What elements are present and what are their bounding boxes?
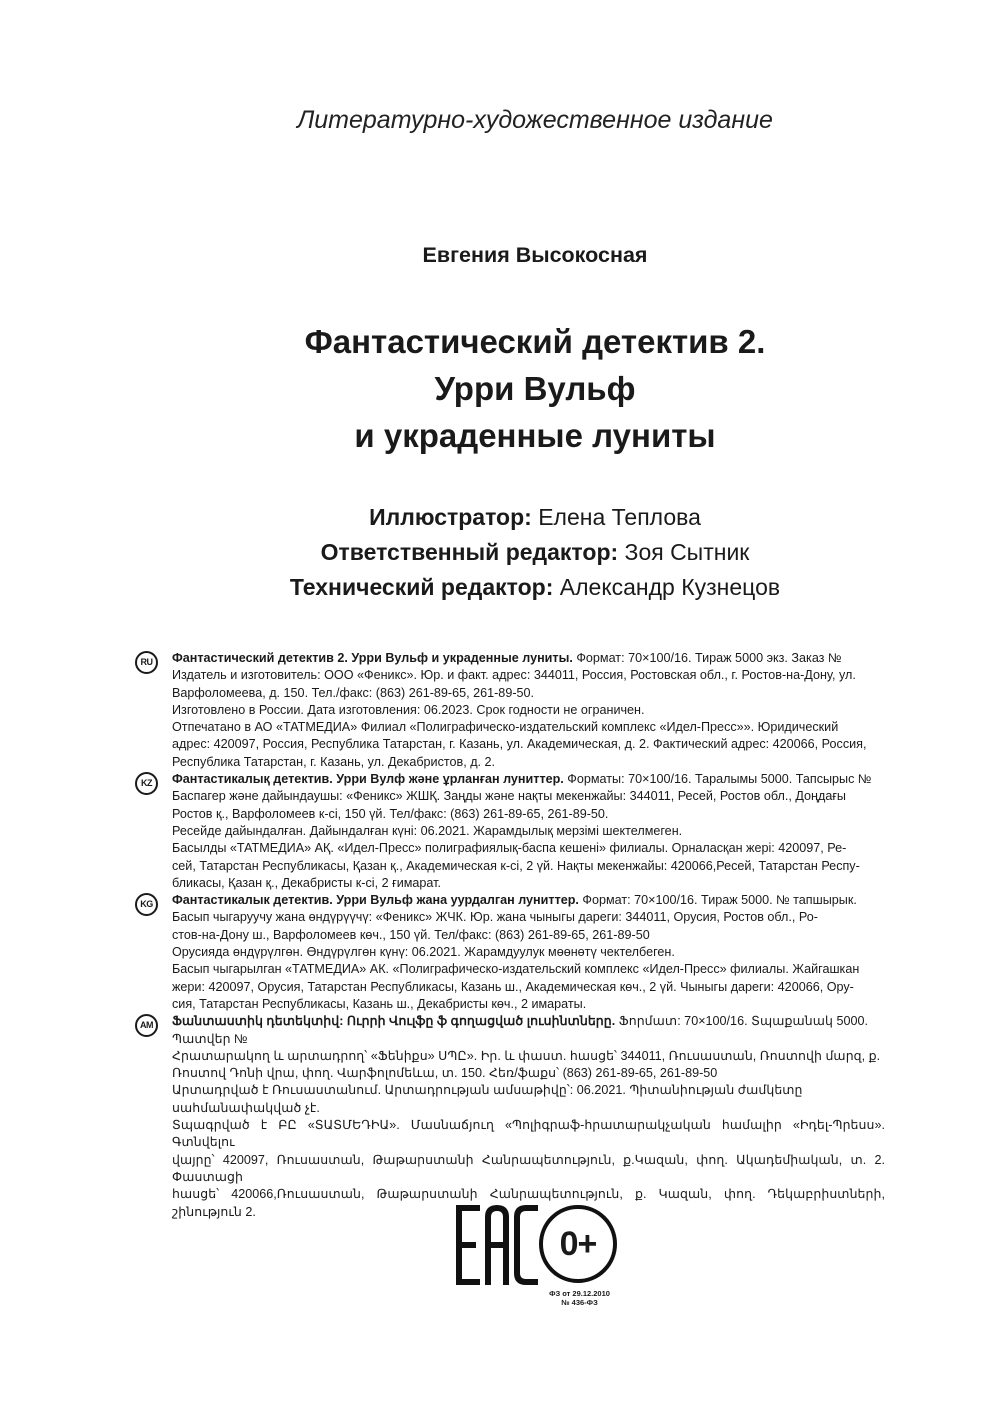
law-reference: ФЗ от 29.12.2010 № 436-ФЗ bbox=[549, 1289, 610, 1307]
imprint-line: Ресейде дайындалған. Дайындалған күні: 06.2021. Жарамдылық мерзімі шектелмеген. bbox=[172, 823, 683, 838]
imprint-block-kz bbox=[135, 771, 885, 892]
credit-role: Технический редактор: bbox=[289, 574, 554, 600]
imprint-line: Ֆանտաստիկ դետեկտիվ: Ուրրի Վուլֆը ֆ գողացված լուսինտները. Ֆորմատ: 70×100/16. Տպաքանակ 5000. bbox=[172, 1014, 869, 1029]
imprint-line: Фантастикалық детектив. Урри Вулф және ұрланған луниттер. Форматы: 70×100/16. Таралымы 5000. Тапсырыс № bbox=[172, 772, 872, 787]
imprint-line: սահմանափակված չէ. bbox=[172, 1100, 320, 1115]
credit-role: Ответственный редактор: bbox=[320, 539, 619, 565]
imprint-line: Баспагер және дайындаушы: «Феникс» ЖШҚ. Заңды және нақты мекенжайы: 344011, Ресей, Ростов обл., Доңдағы bbox=[172, 789, 846, 804]
imprint-line: Басылды «ТАТМЕДИА» АҚ. «Идел-Пресс» полиграфиялық-баспа кешені» филиалы. Орналасқан жері: 420097, Ре- bbox=[172, 841, 847, 856]
credit-role: Иллюстратор: bbox=[369, 504, 532, 530]
title-line: и украденные луниты bbox=[354, 417, 716, 454]
imprint-line: Басып чыгаруучу жана өндүрүүчү: «Феникс» ЖЧК. Юр. жана чыныгы дареги: 344011, Орусия, Ростов обл., Ро- bbox=[172, 910, 818, 925]
imprint-line: стов-на-Дону ш., Варфоломеев көч., 150 үй. Тел/факс: (863) 261-89-65, 261-89-50 bbox=[172, 927, 650, 942]
imprint-block-kg bbox=[135, 892, 885, 1013]
imprint-lead: Ֆանտաստիկ դետեկտիվ: Ուրրի Վուլֆը ֆ գողացված լուսինտները. bbox=[172, 1014, 616, 1029]
imprint-line: հասցե՝ 420066,Ռուսաստան, Թաթարստանի Հանրապետություն, ք. Կազան, փող. Դեկաբրիստների, շինություն 2. bbox=[172, 1187, 885, 1219]
credit-name: Александр Кузнецов bbox=[559, 574, 781, 600]
language-badge-kg: KG bbox=[135, 893, 158, 916]
imprint-line: жери: 420097, Орусия, Татарстан Республикасы, Казань ш., Академическая көч., 2 үй. Чыныгы дареги: 420066, Ору- bbox=[172, 979, 854, 994]
credit-editor bbox=[140, 535, 930, 570]
title-line: Урри Вульф bbox=[434, 370, 636, 407]
credit-name: Елена Теплова bbox=[538, 504, 701, 530]
credit-tech-editor bbox=[140, 570, 930, 605]
imprint-line: Ռոստով Դոնի վրա, փող. Վարֆոլոմեևա, տ. 150. Հեռ/ֆաքս՝ (863) 261-89-65, 261-89-50 bbox=[172, 1066, 718, 1081]
imprint-line: Հրատարակող և արտադրող՝ «Ֆենիքս» ՍՊԸ». Իր. և փաստ. հասցե՝ 344011, Ռուսաստան, Ռոստովի մարզ, ք. bbox=[172, 1048, 881, 1063]
certification-marks bbox=[452, 1205, 632, 1305]
imprint-line: сия, Татарстан Республикасы, Казань ш., Декабристы көч., 2 имараты. bbox=[172, 996, 587, 1011]
language-badge-am: AM bbox=[135, 1014, 158, 1037]
imprint-line: адрес: 420097, Россия, Республика Татарстан, г. Казань, ул. Академическая, д. 2. Фактический адрес: 420066, Россия, bbox=[172, 737, 867, 752]
author-name: Евгения Высокосная bbox=[422, 243, 648, 267]
imprint-lead: Фантастический детектив 2. Урри Вульф и украденные луниты. bbox=[172, 651, 573, 665]
credits bbox=[140, 500, 930, 605]
imprint-line: Орусияда өндүрүлгөн. Өндүрүлгөн күнү: 06.2021. Жарамдуулук мөөнөтү чектелбеген. bbox=[172, 945, 675, 960]
imprint-block-ru bbox=[135, 650, 885, 771]
eac-mark-icon bbox=[456, 1205, 538, 1285]
imprint-line: Ростов қ., Варфоломеев к-сі, 150 үй. Тел/факс: (863) 261-89-65, 261-89-50. bbox=[172, 806, 609, 821]
book-title bbox=[140, 318, 930, 459]
imprint-line: Տպագրված է ԲԸ «ՏԱՏՄԵԴԻԱ». Մասնաճյուղ «Պոլիգրաֆ-հրատարակչական համալիր «Իդել-Պրեսս». Գտնվելու bbox=[172, 1118, 885, 1150]
credit-illustrator bbox=[140, 500, 930, 535]
imprint-lead: Фантастикалык детектив. Урри Вульф жана уурдалган луниттер. bbox=[172, 893, 579, 908]
imprint-line: վայրը՝ 420097, Ռուսաստան, Թաթարստանի Հանրապետություն, ք.Կազան, փող. Ակադեմիական, տ. 2. Փաստացի bbox=[172, 1152, 885, 1184]
credit-name: Зоя Сытник bbox=[624, 539, 750, 565]
edition-type: Литературно-художественное издание bbox=[297, 106, 773, 134]
age-rating-badge: 0+ bbox=[539, 1205, 617, 1283]
imprint-line: Արտադրված է Ռուսաստանում. Արտադրության ամսաթիվը՝: 06.2021. Պիտանիության ժամկետը bbox=[172, 1083, 803, 1098]
imprint-block-am bbox=[135, 1013, 885, 1221]
imprint-line: Պատվեր № bbox=[172, 1031, 248, 1046]
imprint-lead: Фантастикалық детектив. Урри Вулф және ұрланған луниттер. bbox=[172, 772, 564, 787]
title-line: Фантастический детектив 2. bbox=[304, 323, 766, 360]
imprint-line: бликасы, Қазан қ., Декабристы к-сі, 2 ғимарат. bbox=[172, 875, 441, 890]
language-badge-ru: RU bbox=[135, 651, 158, 674]
imprint-line: сей, Татарстан Республикасы, Қазан қ., Академическая к-сі, 2 үй. Нақты мекенжайы: 420066,Ресей, Татарстан Респу- bbox=[172, 858, 860, 873]
imprint-section bbox=[135, 650, 885, 1221]
imprint-line: Варфоломеева, д. 150. Тел./факс: (863) 261-89-65, 261-89-50. bbox=[172, 685, 535, 700]
imprint-line: Отпечатано в АО «ТАТМЕДИА» Филиал «Полиграфическо-издательский комплекс «Идел-Пресс»». Юридический bbox=[172, 720, 839, 735]
language-badge-kz: KZ bbox=[135, 772, 158, 795]
imprint-line: Басып чыгарылган «ТАТМЕДИА» АК. «Полиграфическо-издательский комплекс «Идел-Пресс» филиалы. Жайгашкан bbox=[172, 962, 860, 977]
imprint-line: Фантастический детектив 2. Урри Вульф и украденные луниты. Формат: 70×100/16. Тираж 5000 экз. Заказ № bbox=[172, 651, 842, 665]
imprint-line: Издатель и изготовитель: ООО «Феникс». Юр. и факт. адрес: 344011, Россия, Ростовская обл., г. Ростов-на-Дону, ул. bbox=[172, 668, 856, 683]
imprint-line: Республика Татарстан, г. Казань, ул. Декабристов, д. 2. bbox=[172, 754, 496, 769]
imprint-line: Фантастикалык детектив. Урри Вульф жана уурдалган луниттер. Формат: 70×100/16. Тираж 5000. № тапшырык. bbox=[172, 893, 857, 908]
imprint-line: Изготовлено в России. Дата изготовления: 06.2023. Срок годности не ограничен. bbox=[172, 702, 645, 717]
